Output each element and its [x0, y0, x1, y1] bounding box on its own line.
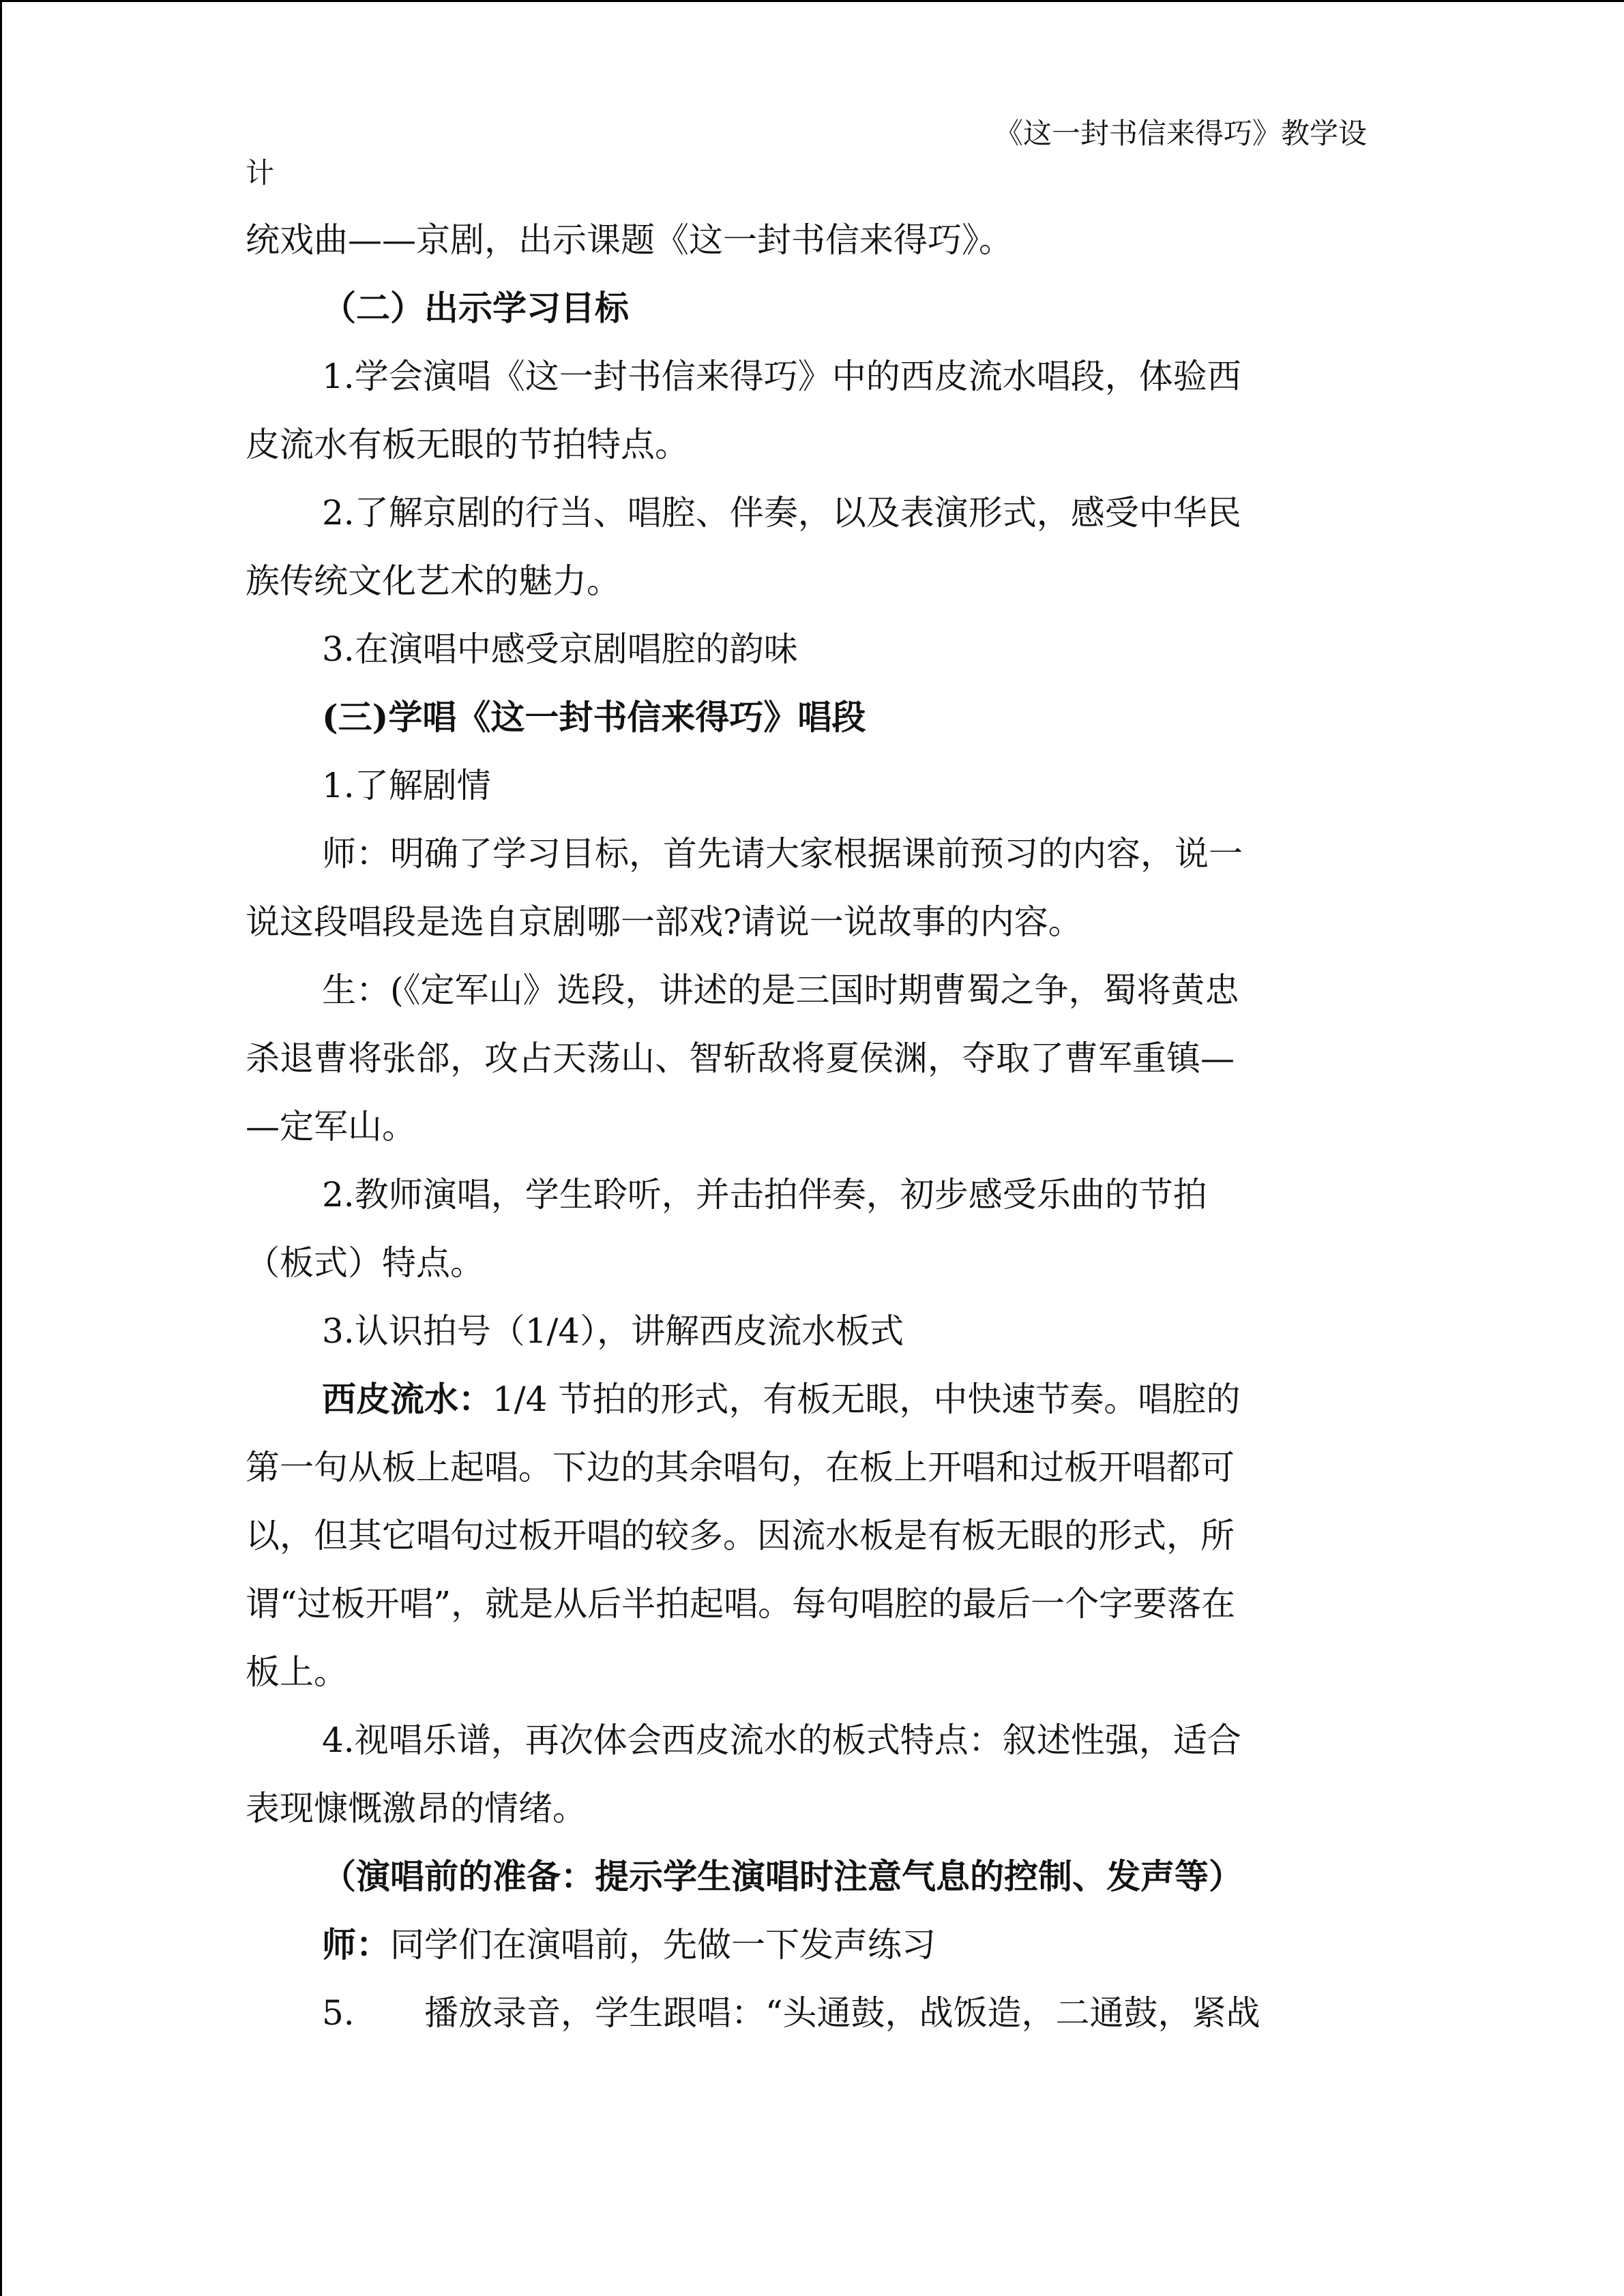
running-header: 《这一封书信来得巧》教学设 [994, 117, 1367, 150]
teacher-line-cont: 说这段唱段是选自京剧哪一部戏?请说一说故事的内容。 [246, 902, 1082, 942]
xipi-liushui-definition [246, 1365, 1378, 1433]
student-line-cont-1: 杀退曹将张郃，攻占天荡山、智斩敌将夏侯渊，夺取了曹军重镇— [246, 1039, 1235, 1078]
definition-cont-2: 以，但其它唱句过板开唱的较多。因流水板是有板无眼的形式，所 [246, 1516, 1235, 1555]
section-heading-objectives: （二）出示学习目标 [322, 288, 629, 328]
student-line: 生：(《定军山》选段，讲述的是三国时期曹蜀之争，蜀将黄忠 [322, 970, 1239, 1010]
step-5-line [246, 1979, 1378, 2047]
running-header-continuation: 计 [246, 156, 275, 190]
step-5-text: 播放录音，学生跟唱：“头通鼓，战饭造，二通鼓，紧战 [424, 1993, 1260, 2033]
student-line-cont-2: —定军山。 [246, 1107, 416, 1146]
definition-cont-1: 第一句从板上起唱。下边的其余唱句，在板上开唱和过板开唱都可 [246, 1448, 1235, 1487]
objective-2-cont: 族传统文化艺术的魅力。 [246, 561, 621, 601]
page-top-border [0, 0, 1624, 2]
section-heading-learn-singing: (三)学唱《这一封书信来得巧》唱段 [322, 697, 866, 737]
paragraph-line: 统戏曲——京剧，出示课题《这一封书信来得巧》。 [246, 220, 1013, 260]
definition-cont-3: 谓“过板开唱”，就是从后半拍起唱。每句唱腔的最后一个字要落在 [246, 1584, 1236, 1624]
step-5-number: 5. [322, 1993, 355, 2033]
step-3-line: 3.认识拍号（1/4），讲解西皮流水板式 [322, 1311, 904, 1351]
preparation-note: （演唱前的准备：提示学生演唱时注意气息的控制、发声等） [322, 1856, 1243, 1896]
teacher-label: 师： [322, 1924, 390, 1965]
document-body [246, 206, 1378, 2047]
definition-cont-4: 板上。 [246, 1652, 348, 1692]
objective-3-line: 3.在演唱中感受京剧唱腔的韵味 [322, 629, 798, 669]
step-2-cont: （板式）特点。 [246, 1243, 484, 1283]
step-4-cont: 表现慷慨激昂的情绪。 [246, 1789, 587, 1828]
teacher-vocal-text: 同学们在演唱前，先做一下发声练习 [390, 1925, 936, 1965]
step-2-line: 2.教师演唱，学生聆听，并击拍伴奏，初步感受乐曲的节拍 [322, 1175, 1207, 1214]
objective-1-cont: 皮流水有板无眼的节拍特点。 [246, 425, 689, 464]
objective-1-line: 1.学会演唱《这一封书信来得巧》中的西皮流水唱段，体验西 [322, 357, 1241, 396]
step-1-line: 1.了解剧情 [322, 766, 491, 805]
step-4-line: 4.视唱乐谱，再次体会西皮流水的板式特点：叙述性强，适合 [322, 1720, 1241, 1760]
teacher-line: 师：明确了学习目标，首先请大家根据课前预习的内容，说一 [322, 834, 1243, 874]
objective-2-line: 2.了解京剧的行当、唱腔、伴奏，以及表演形式，感受中华民 [322, 493, 1241, 533]
teacher-vocal-practice [246, 1911, 1378, 1979]
page-left-border [0, 0, 2, 2296]
xipi-liushui-text: 1/4 节拍的形式，有板无眼，中快速节奏。唱腔的 [492, 1380, 1241, 1419]
xipi-liushui-term: 西皮流水： [322, 1379, 492, 1419]
